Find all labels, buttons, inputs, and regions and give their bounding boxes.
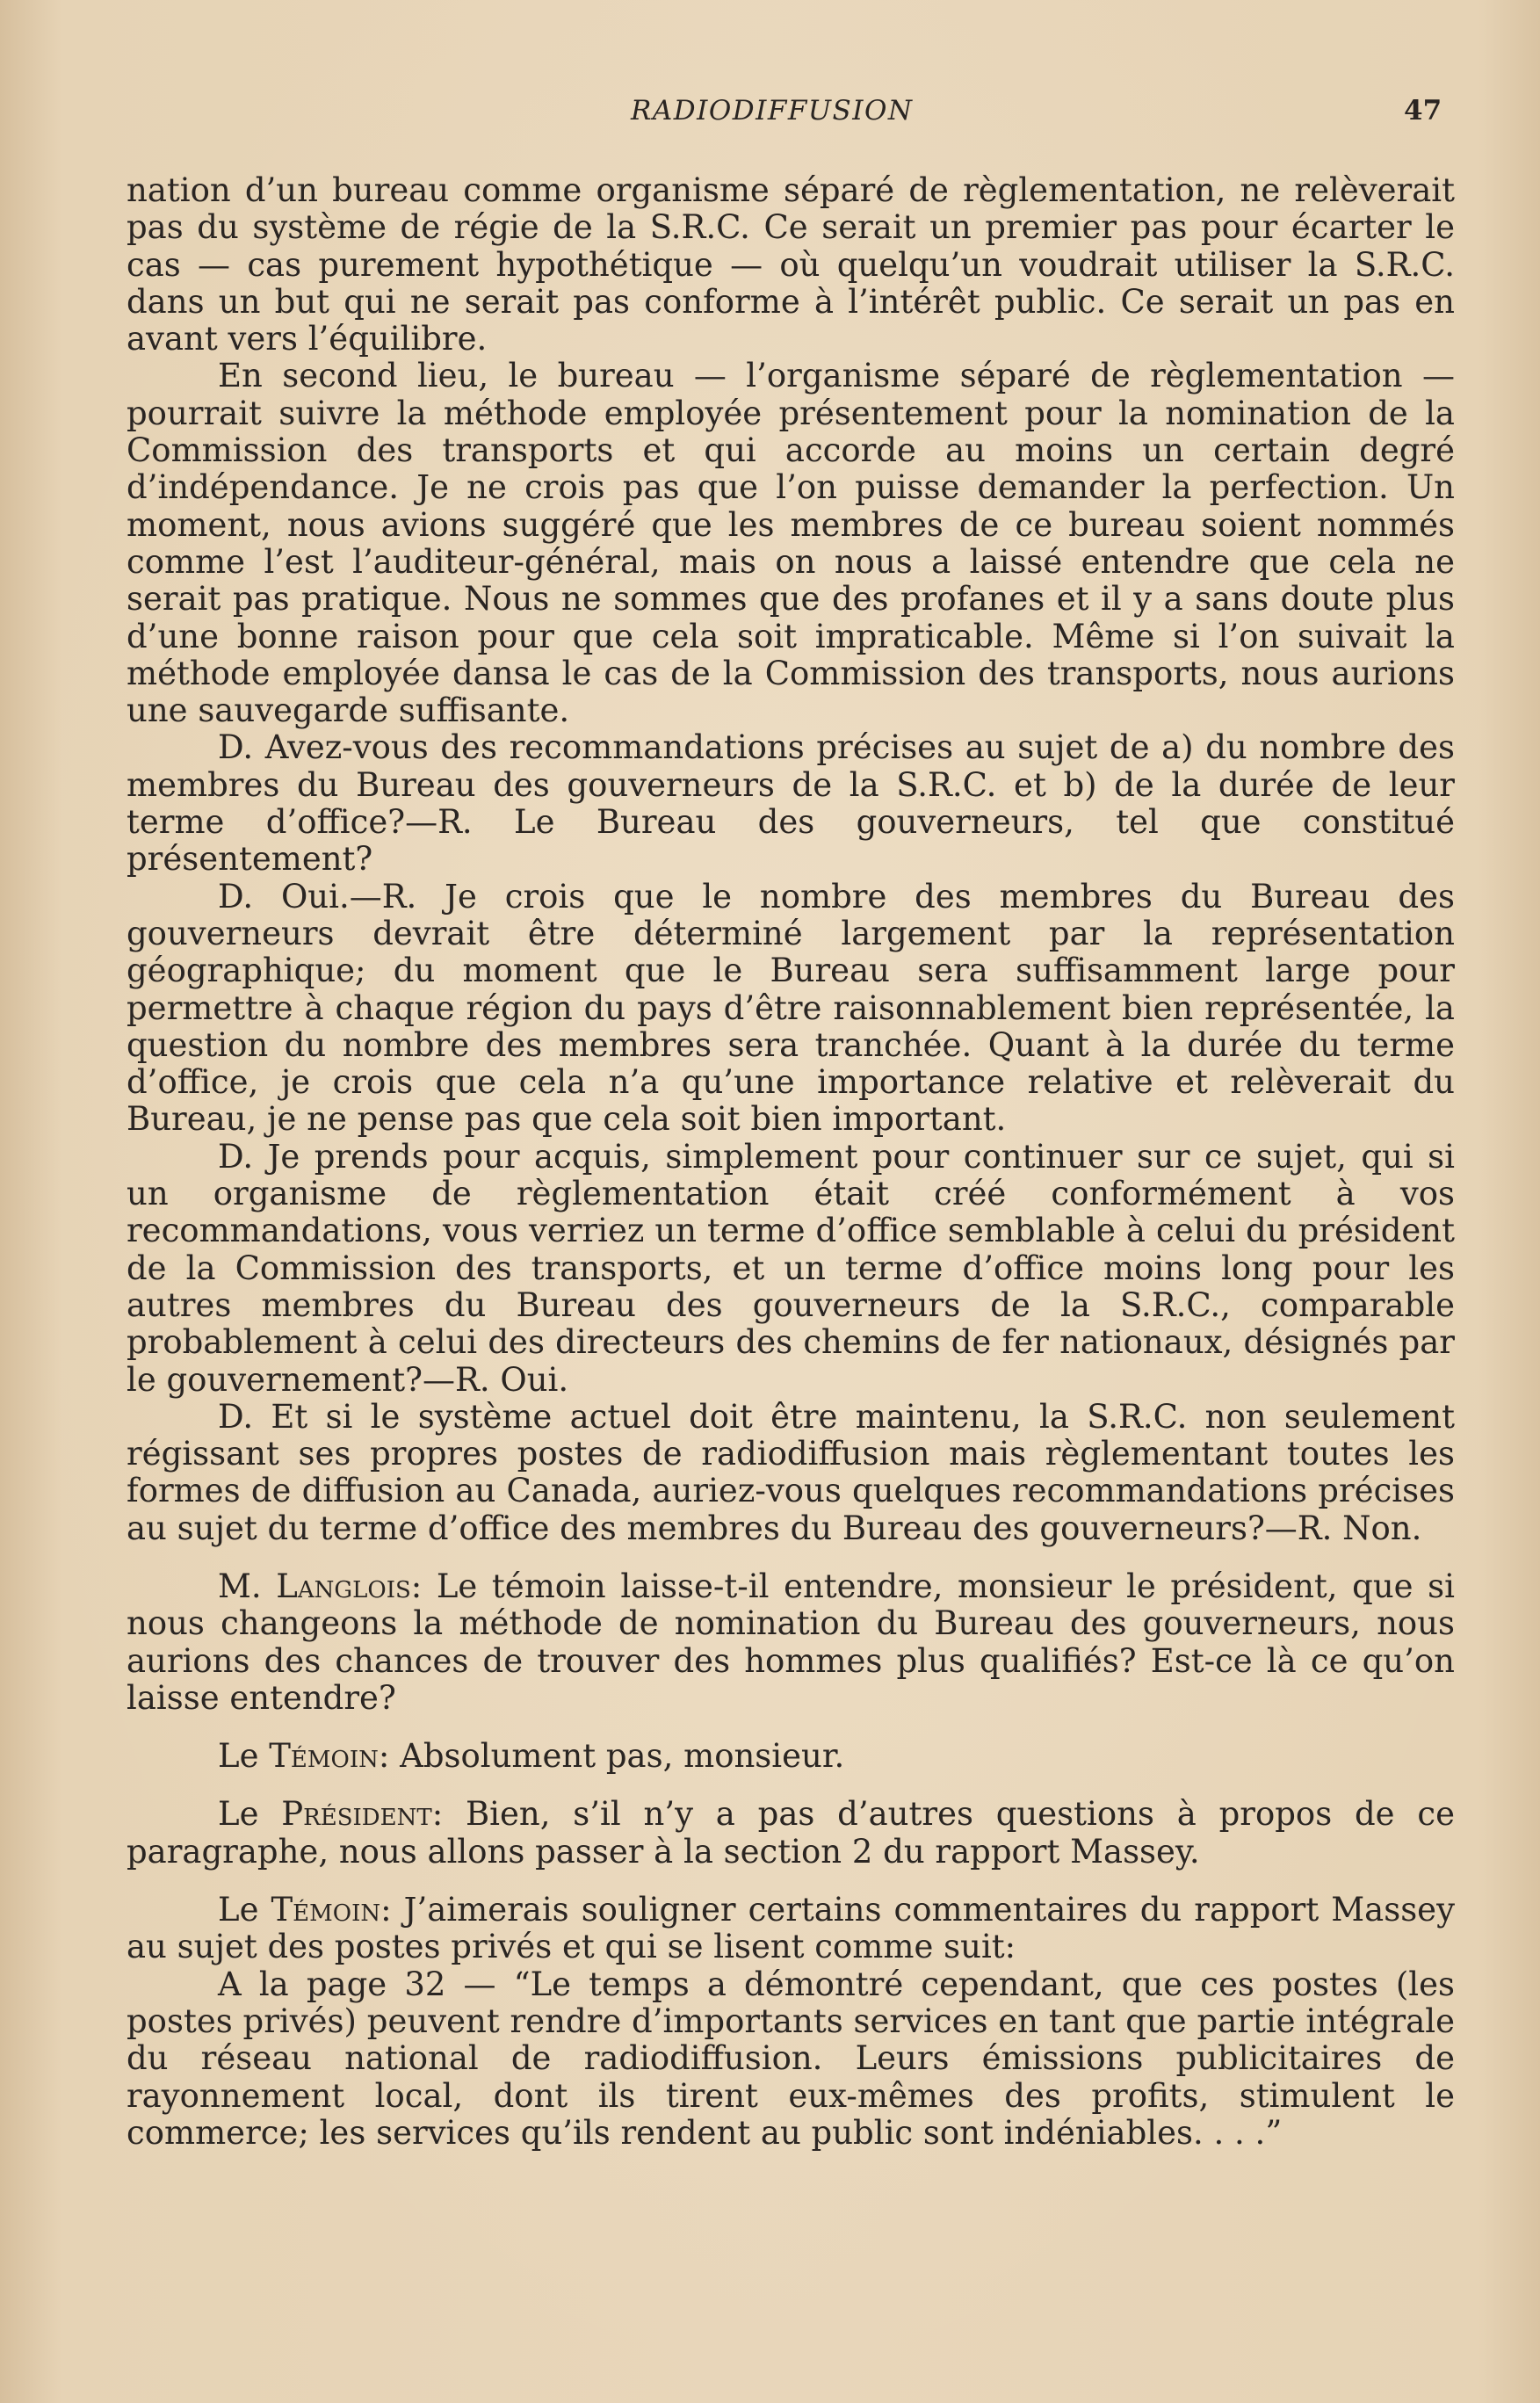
page-number: 47 [1404,95,1442,127]
speaker-temoin: Témoin: [269,1737,390,1776]
paragraph-7 [127,1568,1455,1717]
paragraph-8 [127,1738,1455,1775]
paragraph-10-text: J’aimerais souligner certains commentaires du rapport Massey au sujet des postes privés et qui se lisent comme suit: [127,1891,1455,1966]
paragraph-9 [127,1796,1455,1871]
speaker-president: Président: [281,1795,444,1834]
paragraph-11-quote: A la page 32 — “Le temps a démontré cependant, que ces postes (les postes privés) peuvent rendre d’importants services en tant que partie intégrale du réseau national de radiodiffusion. Leurs émissions publicitaires de rayonnement local, dont ils tirent eux-mêmes des profits, stimulent le commerce; les services qu’ils rendent au public sont indéniables. . . .” [127,1965,1455,2152]
speaker-temoin: Témoin: [271,1891,392,1929]
paragraph-10 [127,1892,1455,1966]
paragraph-4: D. Oui.—R. Je crois que le nombre des membres du Bureau des gouverneurs devrait être déterminé largement par la représentation géographique; du moment que le Bureau sera suffisamment large pour permettre à chaque région du pays d’être raisonnablement bien représentée, la question du nombre des membres sera tranchée. Quant à la durée du terme d’office, je crois que cela n’a qu’une importance relative et relèverait du Bureau, je ne pense pas que cela soit bien important. [127,877,1455,1139]
paragraph-1: nation d’un bureau comme organisme séparé de règlementation, ne relèverait pas du système de régie de la S.R.C. Ce serait un premier pas pour écarter le cas — cas purement hypothétique — où quelqu’un voudrait utiliser la S.R.C. dans un but qui ne serait pas conforme à l’intérêt public. Ce serait un pas en avant vers l’équilibre. [127,171,1455,358]
speaker-prefix: Le [218,1891,259,1929]
running-title: RADIODIFFUSION [631,95,914,127]
paragraph-8-text: Absolument pas, monsieur. [400,1737,845,1776]
paragraph-7-text: Le témoin laisse-t-il entendre, monsieur le président, que si nous changeons la méthode de nomination du Bureau des gouverneurs, nous aurions des chances de trouver des hommes plus qualifiés? Est-ce là ce qu’on laisse entendre? [127,1567,1455,1717]
paragraph-2: En second lieu, le bureau — l’organisme séparé de règlementation — pourrait suivre la méthode employée présentement pour la nomination de la Commission des transports et qui accorde au moins un certain degré d’indépendance. Je ne crois pas que l’on puisse demander la perfection. Un moment, nous avions suggéré que les membres de ce bureau soient nommés comme l’est l’auditeur-général, mais on nous a laissé entendre que cela ne serait pas pratique. Nous ne sommes que des profanes et il y a sans doute plus d’une bonne raison pour que cela soit impraticable. Même si l’on suivait la méthode employée dansa le cas de la Commission des transports, nous aurions une sauvegarde suffisante. [127,357,1455,730]
page-header [0,95,1540,130]
speaker-prefix: Le [218,1795,259,1834]
speaker-prefix: Le [218,1737,259,1776]
paragraph-9-text: Bien, s’il n’y a pas d’autres questions à propos de ce paragraphe, nous allons passer à la section 2 du rapport Massey. [127,1795,1455,1871]
speaker-langlois: M. Langlois: [218,1567,423,1605]
paragraph-5: D. Je prends pour acquis, simplement pour continuer sur ce sujet, qui si un organisme de règlementation était créé conformément à vos recommandations, vous verriez un terme d’office semblable à celui du président de la Commission des transports, et un terme d’office moins long pour les autres membres du Bureau des gouverneurs de la S.R.C., comparable probablement à celui des directeurs des chemins de fer nationaux, désignés par le gouvernement?—R. Oui. [127,1137,1455,1399]
paragraph-6: D. Et si le système actuel doit être maintenu, la S.R.C. non seulement régissant ses propres postes de radiodiffusion mais règlementant toutes les formes de diffusion au Canada, auriez-vous quelques recommandations précises au sujet du terme d’office des membres du Bureau des gouverneurs?—R. Non. [127,1397,1455,1547]
paragraph-3: D. Avez-vous des recommandations précises au sujet de a) du nombre des membres du Bureau des gouverneurs de la S.R.C. et b) de la durée de leur terme d’office?—R. Le Bureau des gouverneurs, tel que constitué présentement? [127,728,1455,879]
body-text [127,172,1455,2152]
